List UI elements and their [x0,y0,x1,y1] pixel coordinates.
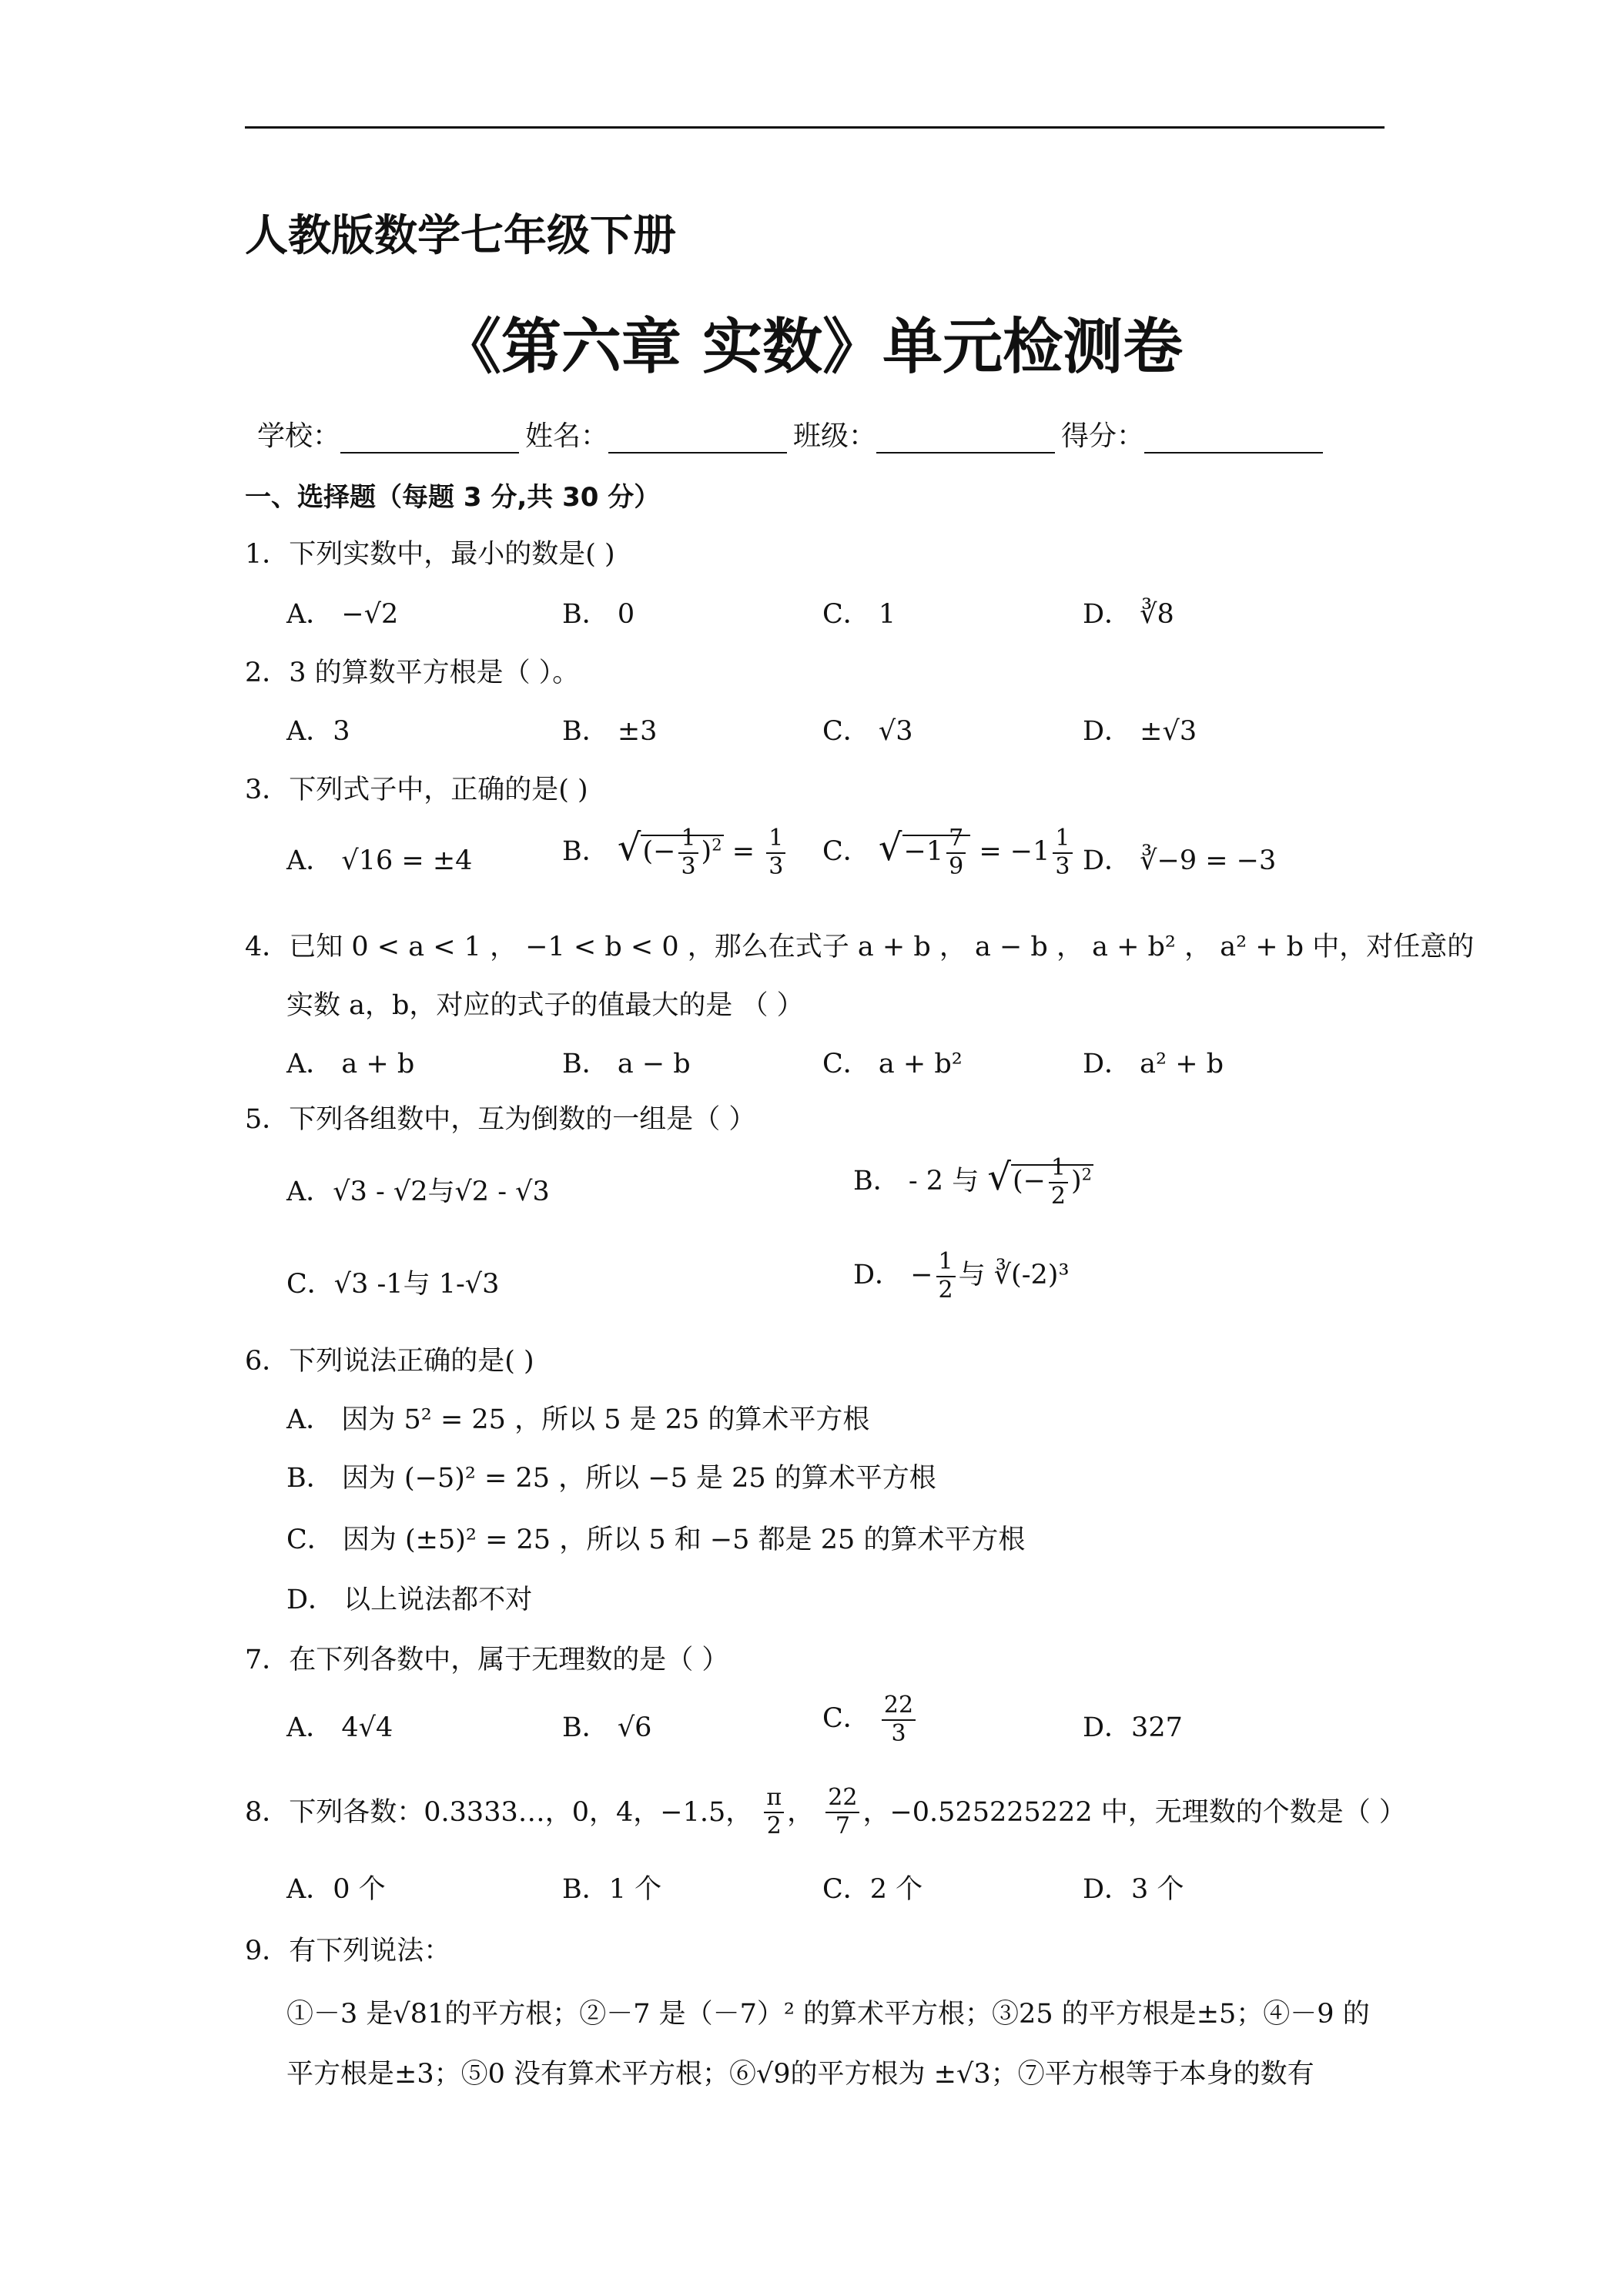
q8-option-a[interactable]: A．0 个 [286,1874,386,1905]
q7-option-b[interactable]: B． √6 [562,1712,652,1743]
q3b-equals: = [732,836,755,867]
question-8-stem: 8．下列各数：0.3333…，0，4，−1.5， $\frac{\pi}{2}$ ， $\frac{22}{7}$ ，−0.525225222 中，无理数的个数是（ ） [245,1784,1406,1839]
section-heading: 一、选择题（每题 3 分,共 30 分） [245,482,661,513]
q5-option-c[interactable]: C．√3 -1与 1-√3 [286,1269,500,1300]
question-4-stem: 4．已知 0 < a < 1 ， −1 < b < 0 ，那么在式子 a + b ， a − b ， a + b² ， a² + b 中，对任意的 [245,932,1475,962]
school-label: 学校： [257,420,341,452]
q3-option-a[interactable]: A． √16 = ±4 [286,845,473,876]
q8-option-c[interactable]: C．2 个 [822,1874,923,1905]
q2-option-d[interactable]: D． ±√3 [1083,716,1197,747]
question-6-stem: 6．下列说法正确的是( ) [245,1346,534,1377]
sqrt-sign-icon: √ [617,826,641,869]
publisher-line: 人教版数学七年级下册 [245,211,676,261]
student-info [257,414,1329,454]
q2-option-c[interactable]: C． √3 [822,716,913,747]
question-5-stem: 5．下列各组数中，互为倒数的一组是（ ） [245,1104,756,1135]
q3-option-b[interactable] [562,825,789,880]
q4-option-d[interactable]: D． a² + b [1083,1049,1224,1079]
q5-option-b[interactable]: B． - 2 与 √(− $\frac{1}{2}$ )$^2$ [853,1154,1093,1210]
q5d-tail: 与 ∛(-2)³ [958,1260,1070,1290]
q5-option-b-label: B． - 2 与 [853,1166,979,1197]
q3b-fraction: $\frac{1}{3}$ [678,825,698,880]
page-title: 《第六章 实数》单元检测卷 [440,313,1184,382]
q7-option-a[interactable]: A． 4√4 [286,1712,393,1743]
sqrt-sign-icon: √ [987,1156,1011,1199]
q6-option-c[interactable]: C． 因为 (±5)² = 25 ，所以 5 和 −5 都是 25 的算术平方根 [286,1525,1026,1555]
question-4-stem-cont: 实数 a，b，对应的式子的值最大的是 （ ） [286,990,804,1021]
q8-pi-fraction: $\frac{\pi}{2}$ [764,1785,784,1839]
q8-option-b[interactable]: B．1 个 [562,1874,662,1905]
q3b-radicand: (− $\frac{1}{3}$ )$^2$ [642,825,722,880]
score-label: 得分： [1061,420,1145,452]
name-label: 姓名： [525,420,609,452]
score-blank[interactable] [1144,424,1323,454]
question-1-stem: 1．下列实数中，最小的数是( ) [245,539,615,570]
question-3-stem: 3．下列式子中，正确的是( ) [245,775,588,805]
q3-option-d[interactable]: D． ∛−9 = −3 [1083,845,1277,876]
q3b-rhs-fraction: $\frac{1}{3}$ [766,825,785,880]
q5d-fraction: $\frac{1}{2}$ [936,1249,956,1304]
q7-option-c[interactable] [822,1692,919,1747]
q3c-radicand: −1 $\frac{7}{9}$ [902,835,971,867]
q4-option-c[interactable]: C． a + b² [822,1049,963,1079]
q5-option-d-label: D． [853,1260,902,1290]
q6-option-b[interactable]: B． 因为 (−5)² = 25 ，所以 −5 是 25 的算术平方根 [286,1463,936,1494]
question-2-stem: 2．3 的算数平方根是（ ）。 [245,658,580,688]
sqrt-sign-icon: √ [878,826,902,869]
q3-option-c[interactable] [822,825,1076,880]
q9-line-2: 平方根是±3；⑤0 没有算术平方根；⑥√9的平方根为 ±√3；⑦平方根等于本身的数有 [286,2059,1314,2090]
name-blank[interactable] [608,424,787,454]
q7-option-c-label: C． [822,1703,870,1734]
q2-option-a[interactable]: A．3 [286,716,350,747]
question-7-stem: 7．在下列各数中，属于无理数的是（ ） [245,1645,729,1675]
q3c-rhs-fraction: $\frac{1}{3}$ [1053,825,1072,880]
q4-option-b[interactable]: B． a − b [562,1049,691,1079]
q6-option-a[interactable]: A． 因为 5² = 25 ，所以 5 是 25 的算术平方根 [286,1404,870,1435]
school-blank[interactable] [340,424,519,454]
q8-frac-fraction: $\frac{22}{7}$ [825,1785,859,1839]
question-9-stem: 9．有下列说法： [245,1936,451,1966]
q1-option-c[interactable]: C． 1 [822,599,896,630]
q8-option-d[interactable]: D．3 个 [1083,1874,1184,1905]
q3-option-c-label: C． [822,836,870,867]
q7-option-d[interactable]: D．327 [1083,1712,1183,1743]
q5b-fraction: $\frac{1}{2}$ [1049,1155,1068,1210]
q4-option-a[interactable]: A． a + b [286,1049,415,1079]
q1-option-d[interactable]: D． ∛8 [1083,599,1174,630]
q9-line-1: ①－3 是√81的平方根；②－7 是（－7）² 的算术平方根；③25 的平方根是±5；④－9 的 [286,1999,1370,2030]
q5-option-d[interactable]: D． − $\frac{1}{2}$ 与 ∛(-2)³ [853,1248,1070,1304]
class-blank[interactable] [876,424,1055,454]
class-label: 班级： [793,420,877,452]
q2-option-b[interactable]: B． ±3 [562,716,658,747]
q3-option-b-label: B． [562,836,609,867]
q7c-fraction: $\frac{22}{3}$ [882,1692,916,1747]
q5-option-a[interactable]: A．√3 - √2与√2 - √3 [286,1176,550,1207]
q3c-rhs: = −1 [979,836,1050,867]
q6-option-d[interactable]: D． 以上说法都不对 [286,1585,533,1615]
header-rule [245,126,1385,129]
q1-option-b[interactable]: B． 0 [562,599,635,630]
q3c-fraction: $\frac{7}{9}$ [946,825,966,880]
q1-option-a[interactable]: A． −√2 [286,599,399,630]
